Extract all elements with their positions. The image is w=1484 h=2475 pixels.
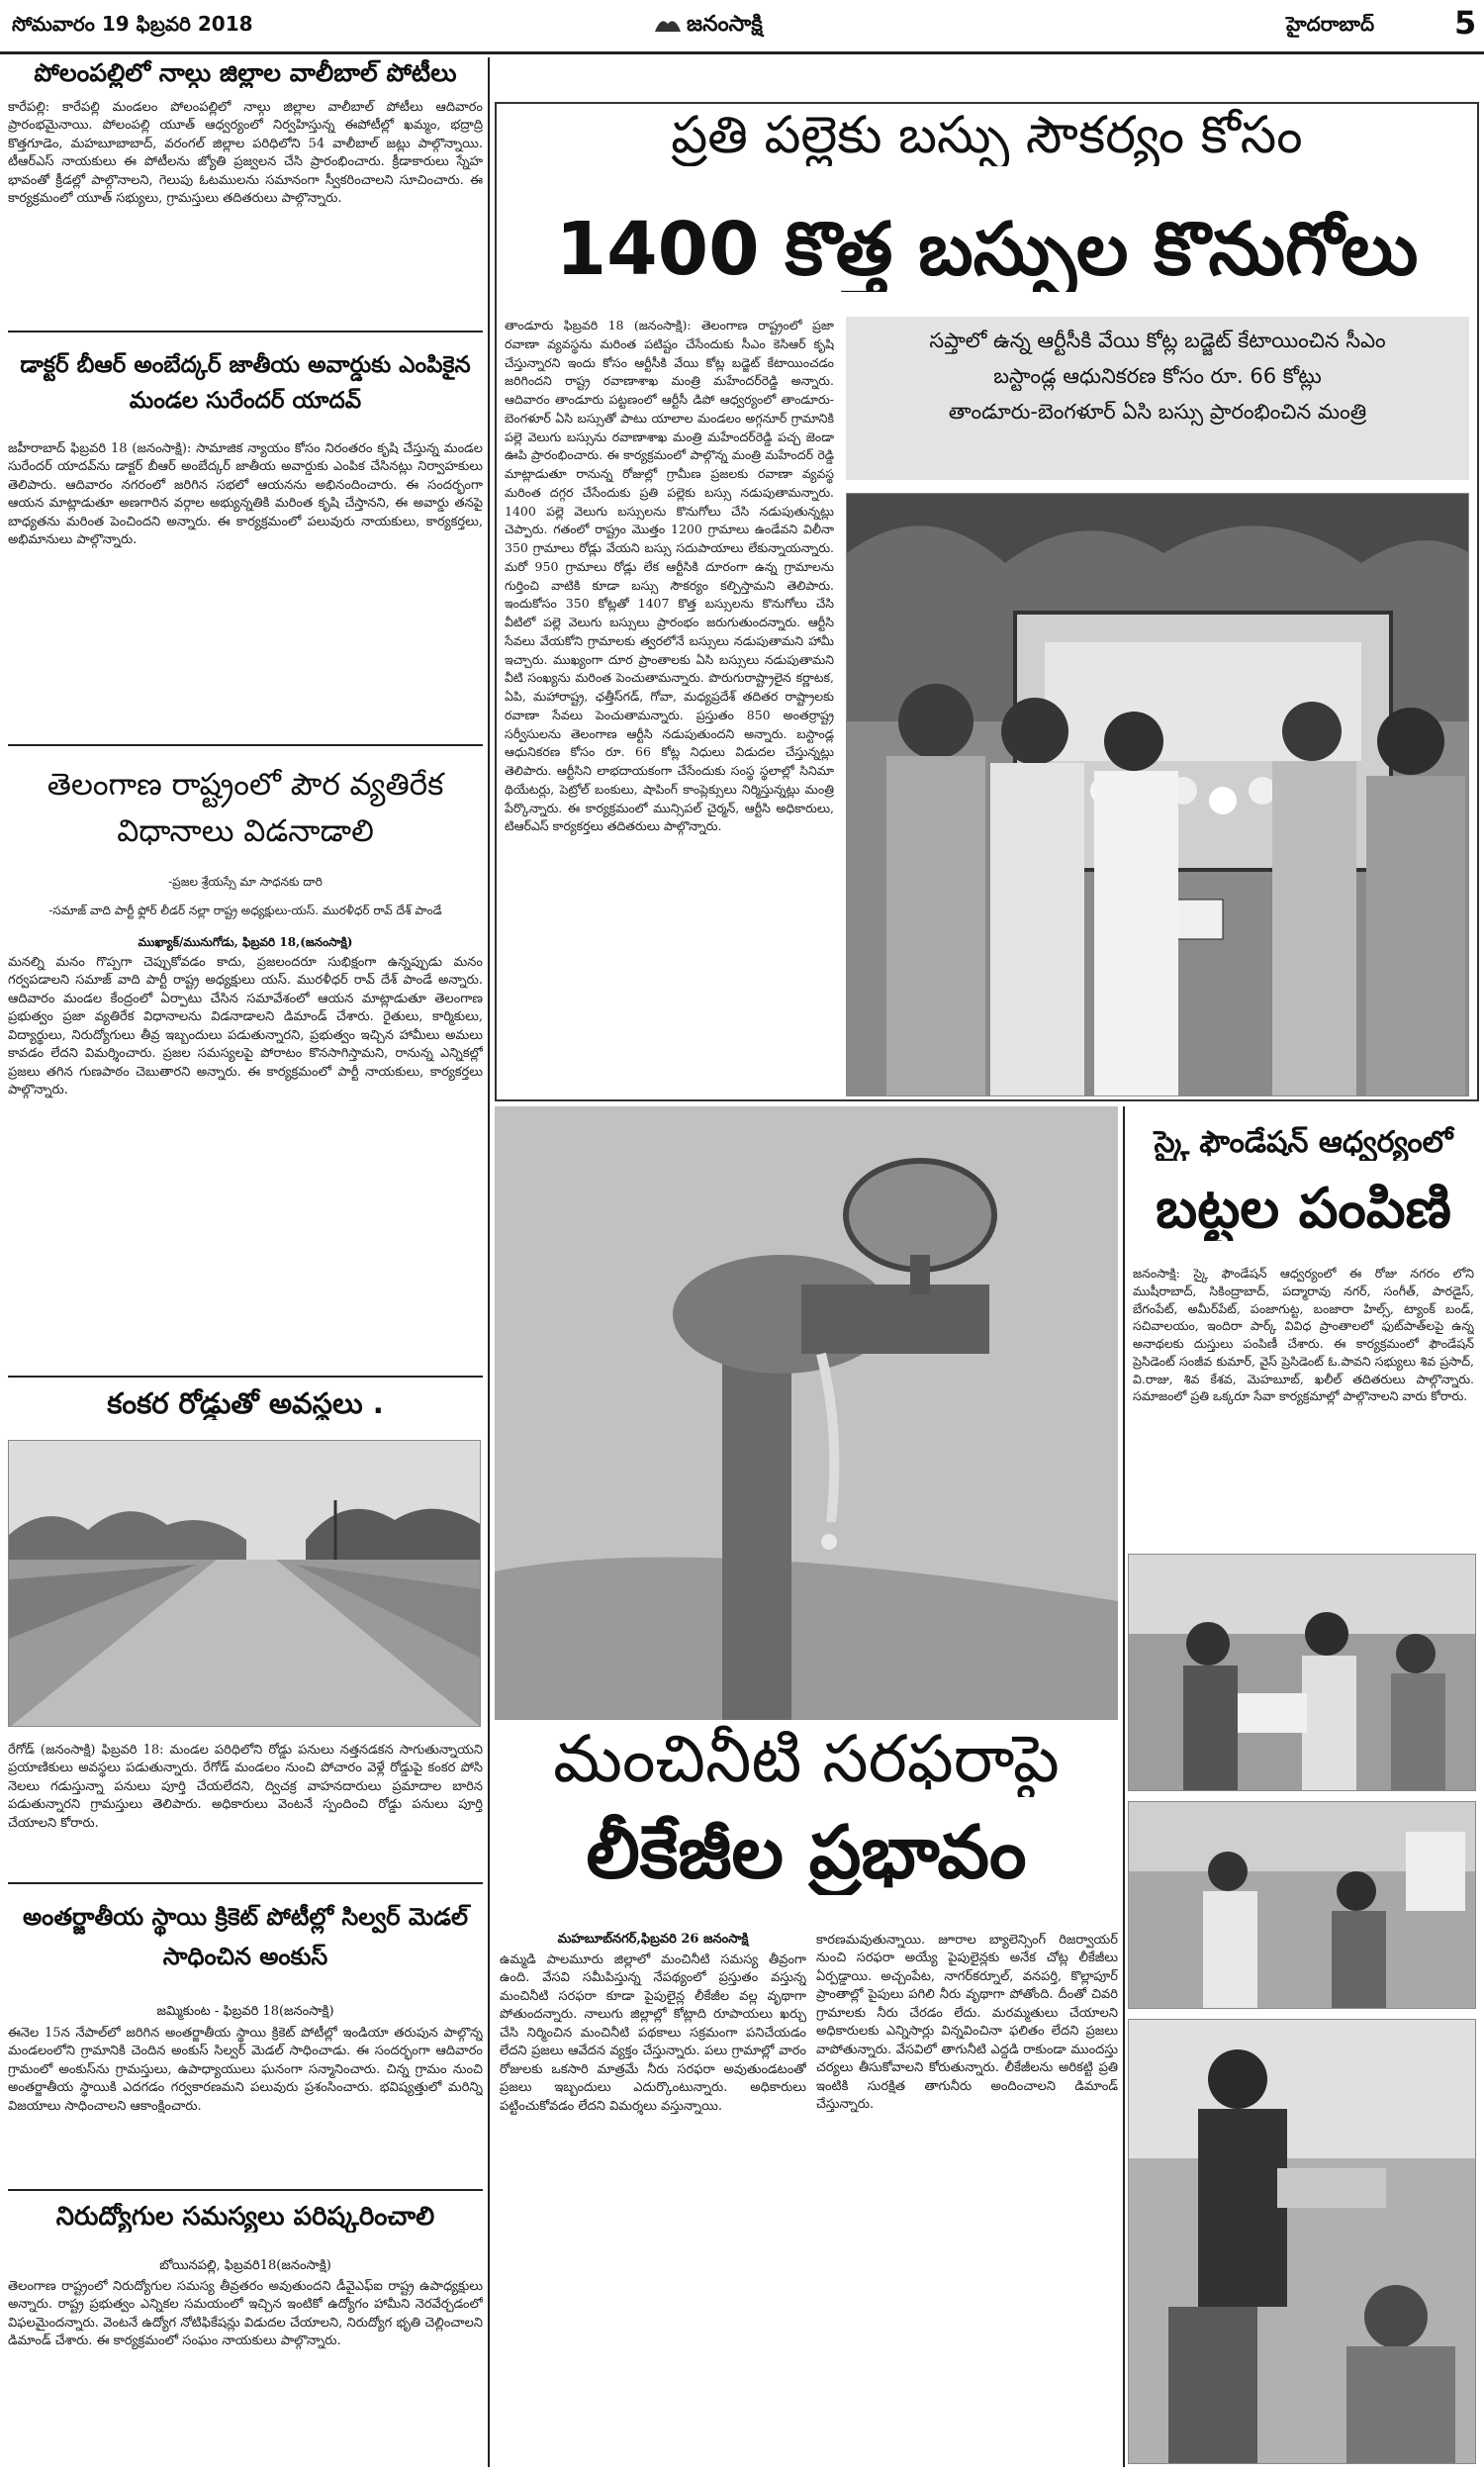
divider	[8, 1882, 483, 1884]
unemployment-dateline: బోయినపల్లి, ఫిబ్రవరి18(జనంసాక్షి)	[159, 2258, 331, 2273]
gravel-road-photo	[8, 1440, 481, 1727]
road-photo-image	[9, 1441, 481, 1727]
issue-date: సోమవారం 19 ఫిబ్రవరి 2018	[12, 12, 253, 36]
water-headline-line-2: లీకేజీల ప్రభావం	[586, 1811, 1027, 1895]
divider	[8, 744, 483, 746]
lead-kicker: ప్రతి పల్లెకు బస్సు సౌకర్యం కోసం	[671, 107, 1303, 165]
divider	[8, 1376, 483, 1378]
logo-emblem-icon	[653, 14, 683, 38]
highlight-3: తాండూరు-బెంగళూర్ ఏసి బస్సు ప్రారంభించిన మంత్రి	[948, 400, 1367, 425]
clothes-distribution-image-1	[1129, 1555, 1476, 1791]
page-number: 5	[1454, 4, 1477, 42]
masthead-title: జనంసాక్షి	[687, 12, 763, 37]
sky-headline-line-1: స్కై ఫౌండేషన్ ఆధ్వర్యంలో	[1154, 1126, 1453, 1160]
left-column-divider	[488, 57, 490, 2467]
anti-people-subline-2: -సమాజ్ వాది పార్టీ ఫ్లోర్ లీడర్ నల్లా రాష్ట్ర అధ్యక్షులు-యస్. మురళీధర్ రావ్ దేశ్ పాండే	[48, 904, 442, 917]
right-column-divider	[1123, 1106, 1125, 2467]
top-rule	[0, 51, 1484, 54]
unemployment-headline: నిరుద్యోగుల సమస్యలు పరిష్కరించాలి	[55, 2203, 435, 2232]
sky-headline-line-2: బట్టల పంపిణి	[1156, 1178, 1451, 1241]
cricket-dateline: జమ్మికుంట - ఫిబ్రవరి 18(జనంసాక్షి)	[156, 2004, 334, 2019]
ambedkar-headline: డాక్టర్ బీఆర్ అంబేద్కర్ జాతీయ అవార్డుకు ఎంపికైన మండల సురేందర్ యాదవ్	[20, 352, 471, 414]
anti-people-body: మనల్ని మనం గొప్పగా చెప్పుకోవడం కాదు, ప్రజలందరూ సుభిక్షంగా ఉన్నప్పుడు మనం గర్వపడాలని సమాజ్ వాది పార్టీ రాష్ట్ర అధ్యక్షులు యస్. మురళీధర్ రావ్ దేశ్ పాండే అన్నారు. ఆదివారం మండల కేంద్రంలో ఏర్పాటు చేసిన సమావేశంలో ఆయన మాట్లాడుతూ తెలంగాణ ప్రభుత్వం ప్రజా వ్యతిరేక విధానాలను విడనాడాలని డిమాండ్ చేశారు. రైతులు, కార్మికులు, విద్యార్థులు, నిరుద్యోగులు తీవ్ర ఇబ్బందులు పడుతున్నారని, ప్రభుత్వం ఇచ్చిన హామీలు అమలు కావడం లేదని విమర్శించారు. ప్రజల సమస్యలపై పోరాటం కొనసాగిస్తామని, రానున్న ఎన్నికల్లో ప్రజలు తగిన గుణపాఠం చెబుతారని అన్నారు. ఈ కార్యక్రమంలో పార్టీ నాయకులు, కార్యకర్తలు పాల్గొన్నారు.	[8, 955, 483, 1098]
volleyball-body: కారేపల్లి: కారేపల్లి మండలం పోలంపల్లిలో నాల్గు జిల్లాల వాలీబాల్ పోటీలు ఆదివారం ప్రారంభమైనాయి. పోలంపల్లి యూత్ ఆధ్వర్యంలో నిర్వహిస్తున్న ఈపోటీల్లో ఖమ్మం, భద్రాద్రి కొత్తగూడెం, మహబూబాబాద్, వరంగల్ జిల్లాల పరిధిలోని 54 వాలీబాల్ జట్లు పాల్గొన్నాయి. టీఆర్ఎస్ నాయకులు ఈ పోటీలను జ్యోతి ప్రజ్వలన చేసి ప్రారంభించారు. క్రీడాకారులు స్నేహ భావంతో క్రీడల్లో పాల్గొనాలని, గెలుపు ఓటములను సమానంగా స్వీకరించాలని సూచించారు. ఈ కార్యక్రమంలో యూత్ సభ్యులు, గ్రామస్తులు తదితరులు పాల్గొన్నారు.	[8, 100, 483, 207]
volleyball-headline: పోలంపల్లిలో నాల్గు జిల్లాల వాలీబాల్ పోటీలు	[34, 59, 457, 87]
cricket-body: ఈనెల 15న నేపాల్‌లో జరిగిన అంతర్జాతీయ స్థాయి క్రికెట్ పోటీల్లో ఇండియా తరుపున పాల్గొన్న మండలంలోని గ్రామానికి చెందిన అంకుస్ సిల్వర్ మెడల్ సాధించాడు. ఈ సందర్భంగా ఆదివారం గ్రామంలో అంకుస్‌ను గ్రామస్తులు, ఉపాధ్యాయులు ఘనంగా సన్మానించారు. చిన్న గ్రామం నుంచి అంతర్జాతీయ స్థాయికి ఎదగడం గర్వకారణమని పలువురు ప్రశంసించారు. భవిష్యత్తులో మరిన్ని విజయాలు సాధించాలని ఆకాంక్షించారు.	[8, 2026, 483, 2114]
lead-highlights-box	[846, 317, 1469, 480]
divider	[8, 2189, 483, 2191]
water-body-col-1: ఉమ్మడి పాలమూరు జిల్లాలో మంచినీటి సమస్య తీవ్రంగా ఉంది. వేసవి సమీపిస్తున్న నేపథ్యంలో ప్రస్తుతం వస్తున్న మంచినీటి సరఫరా కూడా పైపులైన్ల లీకేజీల వల్ల వృథాగా పోతుందన్నారు. నాలుగు జిల్లాల్లో కోట్లాది రూపాయలు ఖర్చు చేసి నిర్మించిన మంచినీటి పథకాలు సక్రమంగా పనిచేయడం లేదని ప్రజలు ఆవేదన వ్యక్తం చేస్తున్నారు. పలు గ్రామాల్లో వారం రోజులకు ఒకసారి మాత్రమే నీరు సరఫరా అవుతుండటంతో ప్రజలు ఇబ్బందులు ఎదుర్కొంటున్నారు. అధికారులు పట్టించుకోవడం లేదని విమర్శలు వస్తున్నాయి.	[500, 1952, 806, 2114]
bus-launch-photo	[846, 493, 1469, 1096]
sky-photo-2	[1128, 1801, 1476, 2009]
top-bar	[0, 0, 1484, 51]
highlight-1: సప్తాలో ఉన్న ఆర్టీసీకి వేయి కోట్ల బడ్జెట్ కేటాయించిన సీఎం	[929, 329, 1386, 352]
clothes-distribution-image-2	[1129, 1802, 1476, 2009]
leaking-tap-image	[495, 1106, 1118, 1720]
water-tap-photo	[495, 1106, 1118, 1720]
anti-people-headline: తెలంగాణ రాష్ట్రంలో పౌర వ్యతిరేక విధానాలు విడనాడాలి	[46, 767, 444, 849]
anti-people-subline-1: -ప్రజల శ్రేయస్సే మా సాధనకు దారి	[168, 875, 323, 889]
divider	[8, 331, 483, 333]
water-headline-line-1: మంచినీటి సరఫరాపై	[553, 1722, 1060, 1797]
highlight-2: బస్టాండ్ల ఆధునికరణ కోసం రూ. 66 కోట్లు	[993, 364, 1322, 389]
water-body-col-2: కారణమవుతున్నాయి. జూరాల బ్యాలెన్సింగ్ రిజర్వాయర్ నుంచి సరఫరా అయ్యే పైపులైన్లకు అనేక చోట్ల లీకేజీలు ఏర్పడ్డాయి. అచ్చంపేట, నాగర్‌కర్నూల్, వనపర్తి, కొల్లాపూర్ ప్రాంతాల్లో పైపులు పగిలి నీరు వృథాగా పోతోంది. దీంతో చివరి గ్రామాలకు నీరు చేరడం లేదు. మరమ్మతులు చేయాలని అధికారులకు ఎన్నిసార్లు విన్నవించినా ఫలితం లేదని ప్రజలు వాపోతున్నారు. వేసవిలో తాగునీటి ఎద్దడి రాకుండా ముందస్తు చర్యలు తీసుకోవాలని కోరుతున్నారు. లీకేజీలను అరికట్టి ప్రతి ఇంటికి సురక్షిత తాగునీరు అందించాలని డిమాండ్ చేస్తున్నారు.	[816, 1933, 1118, 2113]
clothes-distribution-image-3	[1129, 2020, 1476, 2464]
cricket-headline: అంతర్జాతీయ స్థాయి క్రికెట్ పోటీల్లో సిల్వర్ మెడల్ సాధించిన అంకుస్	[22, 1903, 469, 1970]
water-dateline: మహబూబ్‌నగర్,ఫిబ్రవరి 26 జనంసాక్షి	[557, 1932, 749, 1947]
bus-inauguration-image	[847, 494, 1469, 1096]
gravel-road-headline: కంకర రోడ్డుతో అవస్థలు .	[107, 1387, 384, 1420]
lead-body: తాండూరు ఫిబ్రవరి 18 (జనంసాక్షి): తెలంగాణ రాష్ట్రంలో ప్రజా రవాణా వ్యవస్థను మరింత పటిష్టం చేసేందుకు సీఎం కెసిఆర్ కృషి చేస్తున్నారని ఇందు కోసం ఆర్టీసీకి వేయి కోట్ల బడ్జెట్ కేటాయించడం జరిగిందని రాష్ట్ర రవాణాశాఖ మంత్రి మహేందర్‌రెడ్డి అన్నారు. ఆదివారం తాండూరు పట్టణంలో ఆర్టీసీ డిపో ఆధ్వర్యంలో తాండూరు-బెంగళూర్ ఏసి బస్సుతో పాటు యాలాల మండలం అగ్గనూర్ గ్రామానికి పల్లె వెలుగు బస్సును రవాణాశాఖ మంత్రి మహేందర్‌రెడ్డి పచ్చ జెండా ఊపి ప్రారంభించారు. ఈ కార్యక్రమంలో పాల్గొన్న మంత్రి మహేందర్ రెడ్డి మాట్లాడుతూ రానున్న రోజుల్లో గ్రామీణ ప్రజలకు రవాణా వ్యవస్థ మరింత దగ్గర చేసేందుకు ప్రతి పల్లెకు బస్సు నడుపుతామన్నారు. 1400 పల్లె వెలుగు బస్సులను కొనుగోలు చేసి నడుపుతున్నట్లు చెప్పారు. గతంలో రాష్ట్రం మొత్తం 1200 గ్రామాలు ఉండేవని విలీనా 350 గ్రామాలు రోడ్లు వేయని బస్సు సదుపాయాలు లేకున్నాయన్నారు. మరో 950 గ్రామాలు రోడ్లు లేక ఆర్టీసికి దూరంగా ఉన్న గ్రామాలను గుర్తించి వాటికి కూడా బస్సు సౌకర్యం కల్పిస్తామని తెలిపారు. ఇందుకోసం 350 కోట్లతో 1407 కొత్త బస్సులను కొనుగోలు చేసి వీటిలో పల్లె వెలుగు బస్సులు ప్రారంభం జరుగుతుందన్నారు. ఆర్టీసి సేవలు వేయకోని గ్రామాలకు త్వరలోనే బస్సులు నడుపుతామని హామీ ఇచ్చారు. ముఖ్యంగా దూర ప్రాంతాలకు ఏసి బస్సులు నడుపుతామని వీటి సంఖ్యను మరింత పెంచుతామన్నారు. పొరుగురాష్ట్రాలైన కర్ణాటక, ఏపి, మహారాష్ట్ర, ఛత్తీస్‌గడ్, గోవా, మధ్యప్రదేశ్ తదితర రాష్ట్రాలకు రవాణా సేవలు పెంచుతామన్నారు. ప్రస్తుతం 850 అంతర్రాష్ట్ర సర్వీసులను తెలంగాణ ఆర్టీసి నడుపుతుందని అన్నారు. బస్టాండ్ల ఆధునికరణ కోసం రూ. 66 కోట్ల నిధులు విడుదల చేస్తున్నట్లు తెలిపారు. ఆర్టీసిని లాభదాయకంగా చేసేందుకు సంస్థ స్థలాల్లో సినిమా థియేటర్లు, పెట్రోల్ బంకులు, షాపింగ్ కాంప్లెక్సులు నిర్మిస్తున్నట్లు మంత్రి పేర్కొన్నారు. ఈ కార్యక్రమంలో మున్సిపల్ చైర్మన్, ఆర్టీసి అధికారులు, టిఆర్ఎస్ కార్యకర్తలు తదితరులు పాల్గొన్నారు.	[505, 318, 834, 834]
sky-photo-1	[1128, 1554, 1476, 1791]
sky-body: జనంసాక్షి: స్కై ఫౌండేషన్ ఆధ్వర్యంలో ఈ రోజు నగరం లోని ముషీరాబాద్, సికింద్రాబాద్, పద్మారావు నగర్, సంగీత్, పారడైస్, బేగంపేట్, అమీర్‌పేట్, పంజాగుట్ట, బంజారా హిల్స్, ట్యాంక్ బండ్, సచివాలయం, ఇందిరా పార్క్ వివిధ ప్రాంతాలలో ఫుట్‌పాత్‌లపై ఉన్న అనాథలకు దుస్తులు పంపిణీ చేశారు. ఈ కార్యక్రమంలో ఫౌండేషన్ ప్రెసిడెంట్ సంజీవ కుమార్, వైస్ ప్రెసిడెంట్ ఓ.పావని సభ్యులు శివ ప్రసాద్, వి.రాజు, శివ కేశవ, మెహబూబ్, ఖలీల్ తదితరులు పాల్గొన్నారు. సమాజంలో ప్రతి ఒక్కరూ సేవా కార్యక్రమాల్లో పాల్గొనాలని వారు కోరారు.	[1133, 1266, 1474, 1404]
unemployment-body: తెలంగాణ రాష్ట్రంలో నిరుద్యోగుల సమస్య తీవ్రతరం అవుతుందని డీవైఎఫ్ఐ రాష్ట్ర ఉపాధ్యక్షులు అన్నారు. రాష్ట్ర ప్రభుత్వం ఎన్నికల సమయంలో ఇచ్చిన ఇంటికో ఉద్యోగం హామీని నెరవేర్చడంలో విఫలమైందన్నారు. వెంటనే ఉద్యోగ నోటిఫికేషన్లు విడుదల చేయాలని, నిరుద్యోగ భృతి చెల్లించాలని డిమాండ్ చేశారు. ఈ కార్యక్రమంలో సంఘం నాయకులు పాల్గొన్నారు.	[8, 2279, 483, 2349]
masthead-logo	[653, 6, 831, 46]
sky-photo-3	[1128, 2019, 1476, 2464]
gravel-road-body: రేగోడ్ (జనంసాక్షి) ఫిబ్రవరి 18: మండల పరిధిలోని రోడ్డు పనులు నత్తనడకన సాగుతున్నాయని ప్రయాణికులు అవస్థలు పడుతున్నారు. రేగోడ్ మండలం నుంచి పోచారం వెళ్లే రోడ్డుపై కంకర పోసి నెలలు గడుస్తున్నా పనులు పూర్తి చేయలేదని, ద్విచక్ర వాహనదారులు ప్రమాదాల బారిన పడుతున్నారని గ్రామస్తులు తెలిపారు. అధికారులు వెంటనే స్పందించి రోడ్డు పనులు పూర్తి చేయాలని కోరారు.	[8, 1743, 483, 1831]
lead-headline: 1400 కొత్త బస్సుల కొనుగోలు	[555, 208, 1419, 292]
anti-people-dateline: ముఖ్యాక్/మునుగోడు, ఫిబ్రవరి 18,(జనంసాక్షి)	[138, 935, 353, 949]
edition-city: హైదరాబాద్	[1286, 12, 1375, 36]
ambedkar-body: జహీరాబాద్ ఫిబ్రవరి 18 (జనంసాక్షి): సామాజిక న్యాయం కోసం నిరంతరం కృషి చేస్తున్న మండల సురేందర్ యాదవ్‌ను డాక్టర్ బీఆర్ అంబేద్కర్ జాతీయ అవార్డుకు ఎంపిక చేసినట్లు నిర్వాహకులు తెలిపారు. ఆదివారం నగరంలో జరిగిన సభలో ఆయనను అభినందించారు. ఈ సందర్భంగా ఆయన మాట్లాడుతూ అణగారిన వర్గాల అభ్యున్నతికి మరింత కృషి చేస్తానని, ఈ అవార్డు తనపై బాధ్యతను మరింత పెంచిందని అన్నారు. ఈ కార్యక్రమంలో పలువురు నాయకులు, కార్యకర్తలు, అభిమానులు పాల్గొన్నారు.	[8, 441, 483, 548]
